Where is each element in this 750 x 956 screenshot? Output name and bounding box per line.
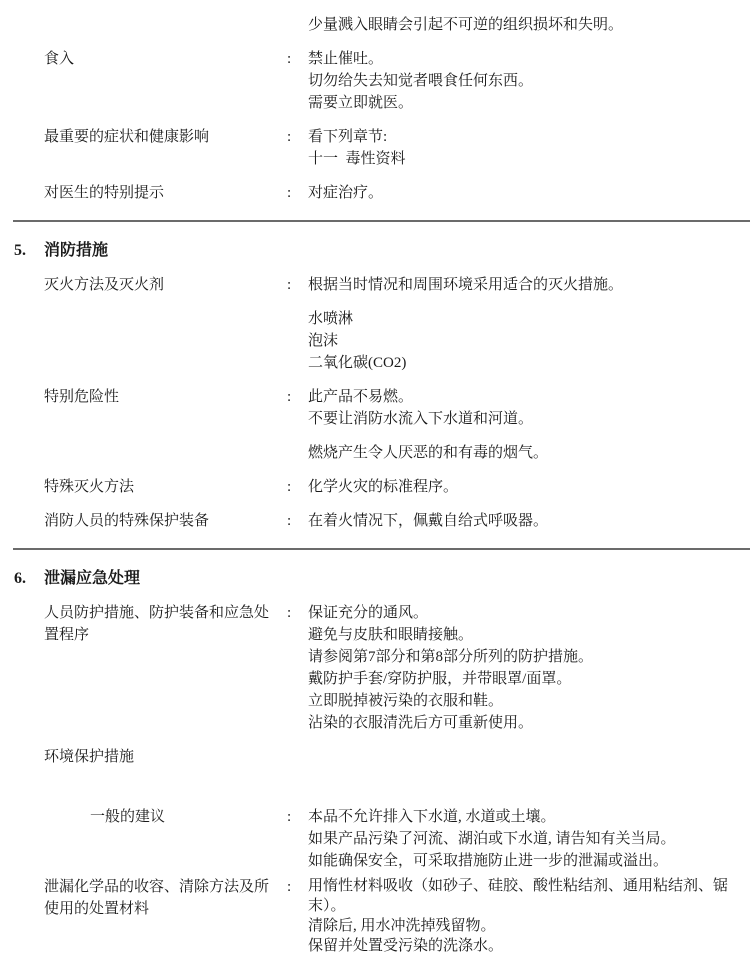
section-divider: [13, 548, 750, 550]
field-value: [308, 602, 735, 734]
value-line: 十一 毒性资料: [308, 151, 406, 167]
section-title: 泄漏应急处理: [44, 570, 141, 587]
value-line: 切勿给失去知觉者喂食任何东西。: [308, 73, 534, 89]
field-value: [308, 876, 735, 956]
value-line: 禁止催吐。: [308, 51, 384, 67]
field-row: [0, 14, 750, 36]
field-value: [308, 386, 735, 464]
value-line: 在着火情况下，佩戴自给式呼吸器。: [308, 513, 549, 529]
value-line: 少量溅入眼睛会引起不可逆的组织损坏和失明。: [308, 17, 624, 33]
field-label: 一般的建议: [90, 809, 166, 825]
field-row: [0, 602, 750, 734]
blank-line: [308, 296, 735, 308]
field-row: [0, 386, 750, 464]
field-value: [308, 510, 735, 532]
field-value: [308, 126, 735, 170]
colon-separator: :: [287, 605, 292, 621]
colon-separator: :: [287, 809, 292, 825]
value-line: 保留并处置受污染的洗涤水。: [308, 938, 504, 954]
value-line: 泡沫: [308, 333, 339, 349]
value-line: 燃烧产生令人厌恶的和有毒的烟气。: [308, 445, 549, 461]
field-value: [308, 274, 735, 374]
colon-separator: :: [287, 277, 292, 293]
field-value: [308, 806, 735, 872]
colon-separator: :: [287, 513, 292, 529]
value-line: 保证充分的通风。: [308, 605, 429, 621]
value-line: 需要立即就医。: [308, 95, 414, 111]
field-label: 特别危险性: [44, 389, 120, 405]
value-line: 此产品不易燃。: [308, 389, 414, 405]
value-line: 对症治疗。: [308, 185, 384, 201]
section-6-heading: [0, 568, 750, 590]
value-line: 请参阅第7部分和第8部分所列的防护措施。: [308, 649, 594, 665]
colon-separator: :: [287, 389, 292, 405]
value-line: 清除后, 用水冲洗掉残留物。: [308, 918, 496, 934]
field-label: 食入: [44, 51, 75, 67]
field-row: [0, 510, 750, 532]
blank-line: [308, 430, 735, 442]
section-number: 5.: [14, 242, 26, 259]
field-value: [308, 14, 735, 36]
value-line: 戴防护手套/穿防护服，并带眼罩/面罩。: [308, 671, 572, 687]
field-row: [0, 876, 750, 956]
field-row: [0, 126, 750, 170]
field-value: [308, 48, 735, 114]
field-label: 对医生的特别提示: [44, 185, 165, 201]
field-row: [0, 48, 750, 114]
field-row: [0, 182, 750, 204]
colon-separator: :: [287, 879, 292, 895]
field-label: 泄漏化学品的收容、清除方法及所使用的处置材料: [44, 879, 270, 917]
value-line: 二氧化碳(CO2): [308, 355, 407, 371]
value-line: 不要让消防水流入下水道和河道。: [308, 411, 534, 427]
value-line: 如果产品污染了河流、湖泊或下水道, 请告知有关当局。: [308, 831, 676, 847]
field-row: [0, 806, 750, 872]
field-value: [308, 476, 735, 498]
colon-separator: :: [287, 129, 292, 145]
field-row: [0, 476, 750, 498]
section-divider: [13, 220, 750, 222]
colon-separator: :: [287, 185, 292, 201]
value-line: 本品不允许排入下水道, 水道或土壤。: [308, 809, 556, 825]
field-row: [0, 274, 750, 374]
value-line: 用惰性材料吸收（如砂子、硅胶、酸性粘结剂、通用粘结剂、锯末）。: [308, 878, 729, 914]
colon-separator: :: [287, 51, 292, 67]
field-label: 特殊灭火方法: [44, 479, 135, 495]
field-label: 人员防护措施、防护装备和应急处置程序: [44, 605, 270, 643]
section-number: 6.: [14, 570, 26, 587]
value-line: 根据当时情况和周围环境采用适合的灭火措施。: [308, 277, 624, 293]
value-line: 立即脱掉被污染的衣服和鞋。: [308, 693, 504, 709]
field-label: 环境保护措施: [44, 749, 135, 765]
field-label: 消防人员的特殊保护装备: [44, 513, 210, 529]
value-line: 看下列章节:: [308, 129, 388, 145]
value-line: 水喷淋: [308, 311, 354, 327]
colon-separator: :: [287, 479, 292, 495]
field-row: [0, 746, 750, 768]
section-5-heading: [0, 240, 750, 262]
value-line: 沾染的衣服清洗后方可重新使用。: [308, 715, 534, 731]
section-title: 消防措施: [44, 242, 109, 259]
field-label: 灭火方法及灭火剂: [44, 277, 165, 293]
field-label: 最重要的症状和健康影响: [44, 129, 210, 145]
value-line: 化学火灾的标准程序。: [308, 479, 459, 495]
value-line: 避免与皮肤和眼睛接触。: [308, 627, 474, 643]
field-value: [308, 182, 735, 204]
value-line: 如能确保安全，可采取措施防止进一步的泄漏或溢出。: [308, 853, 669, 869]
